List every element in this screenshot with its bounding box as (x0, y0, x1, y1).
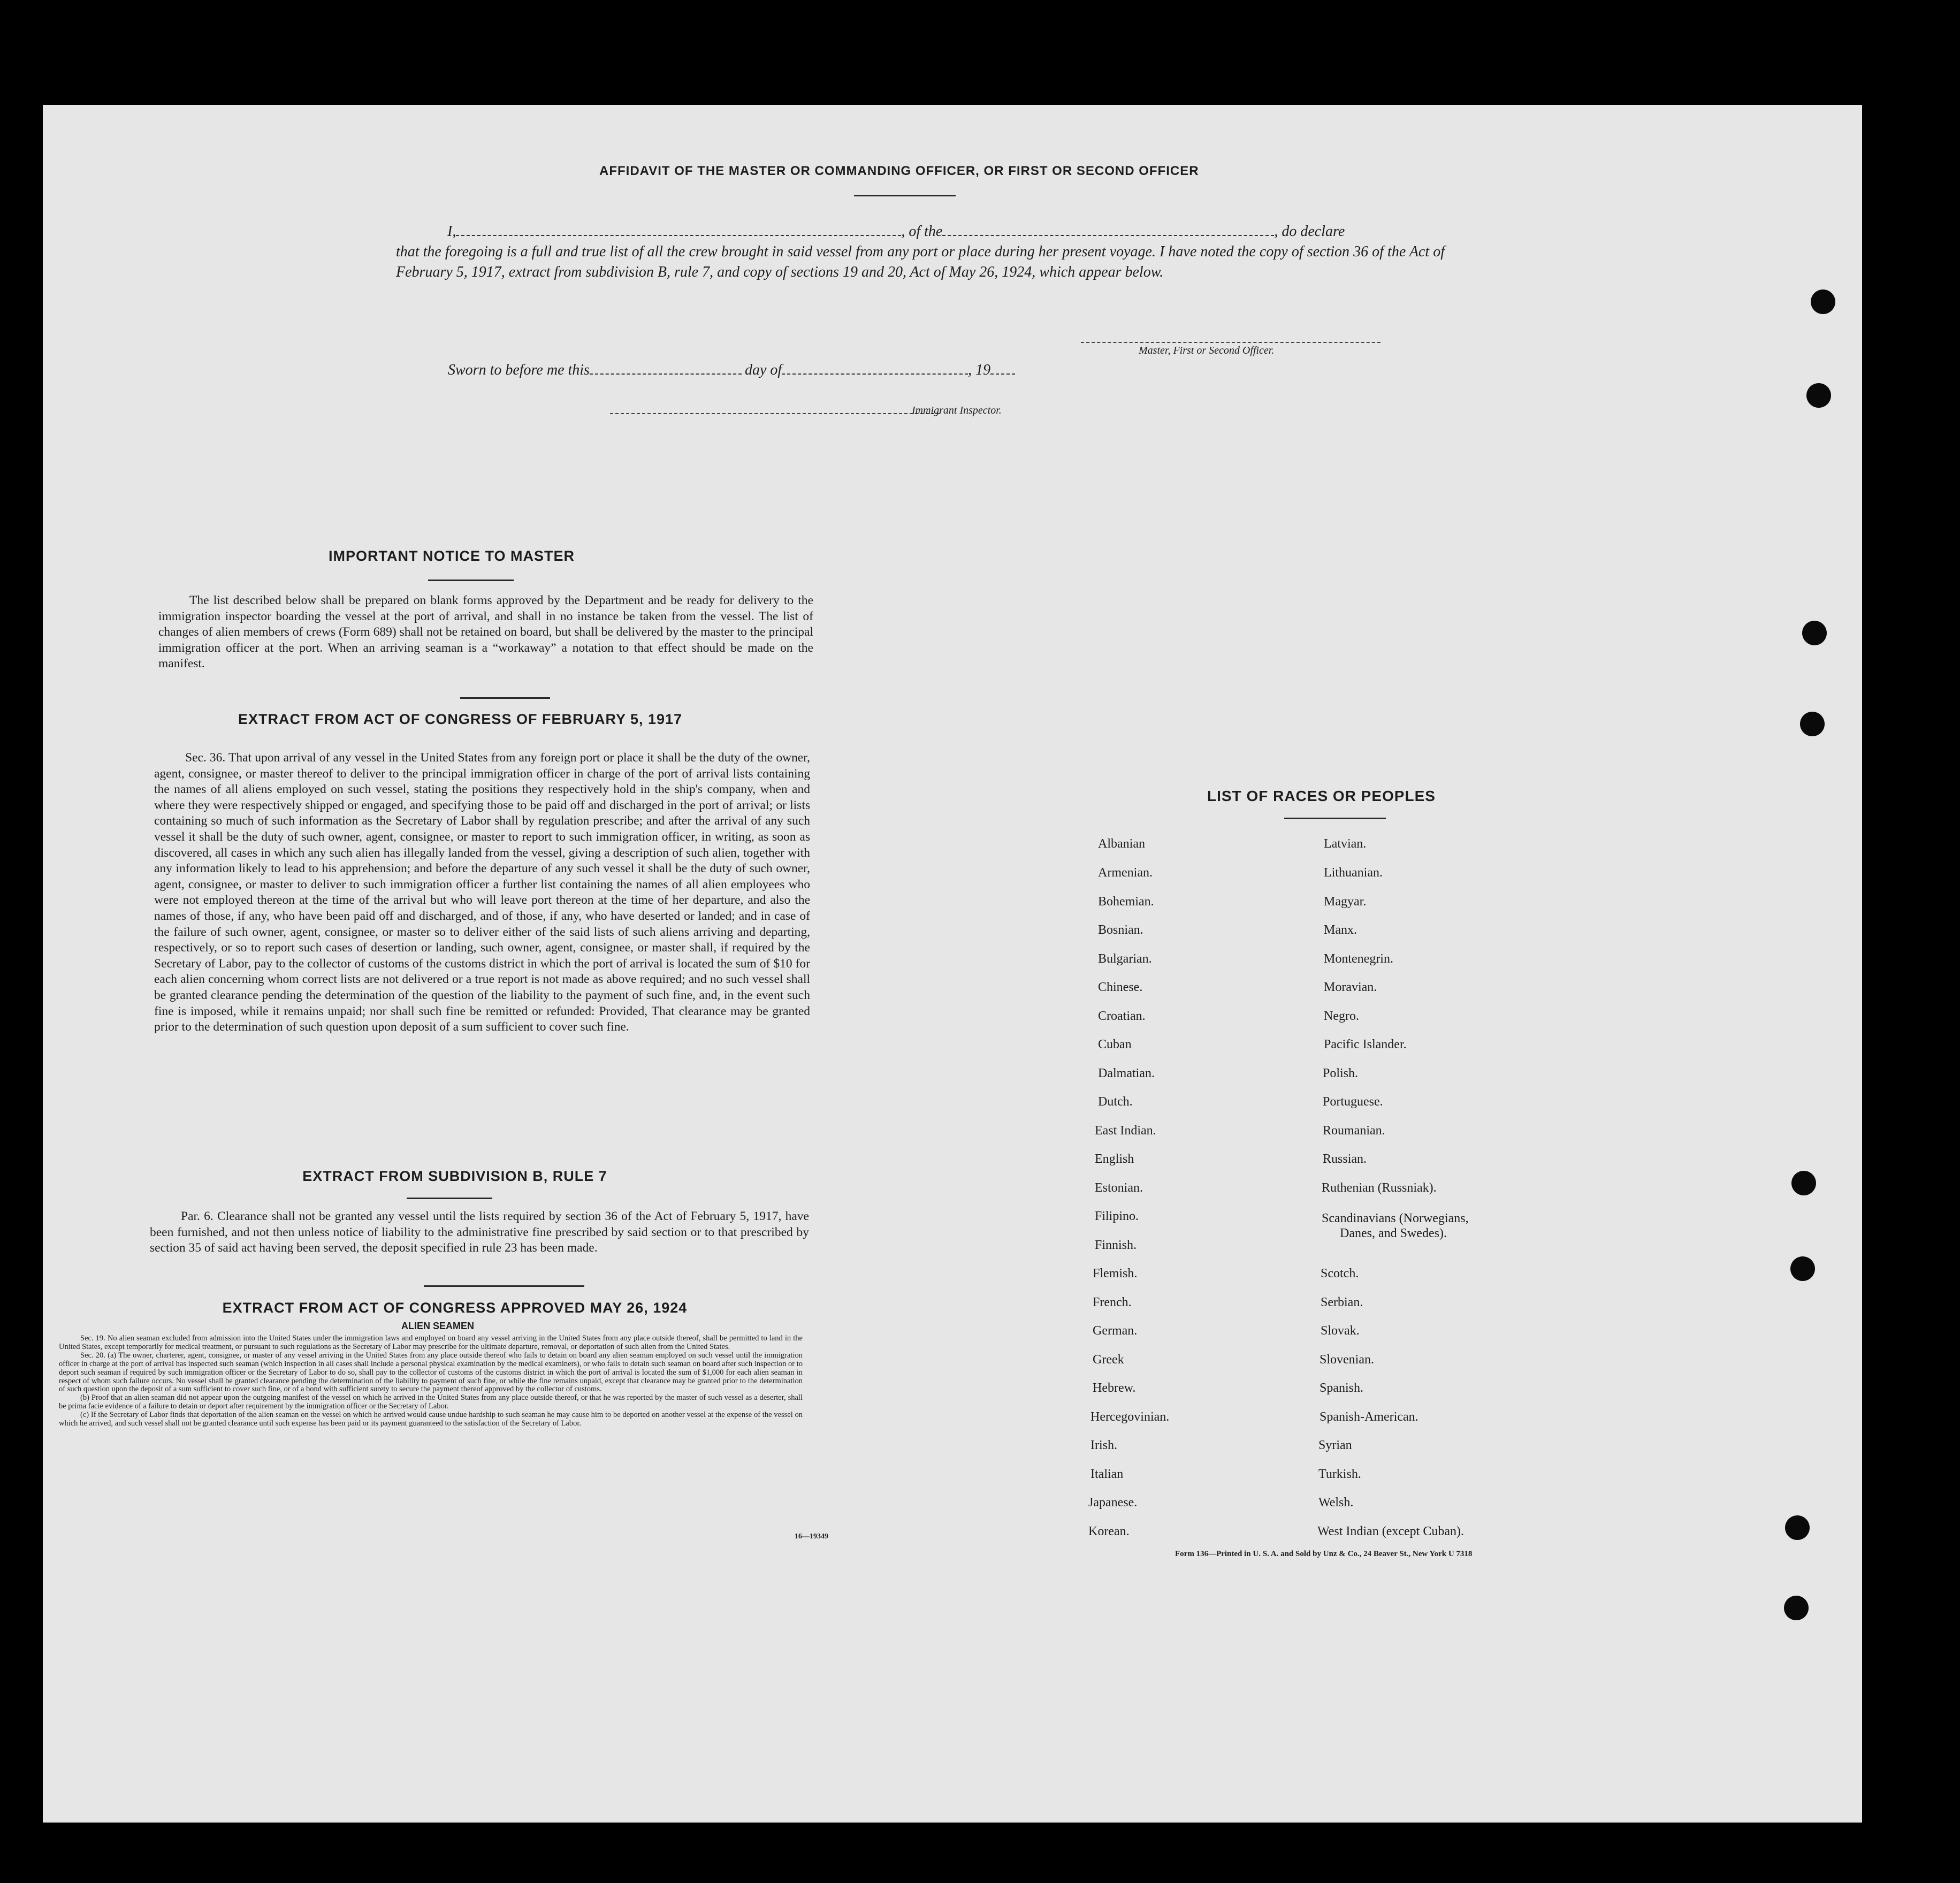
race-item: Spanish. (1320, 1381, 1364, 1395)
race-item: Pacific Islander. (1324, 1038, 1407, 1051)
section-20a: Sec. 20. (a) The owner, charterer, agent, consignee, or master of any vessel arriving in the United States from any place outside thereof who fails to detain on board any alien seaman employed on such vessel until the immigration officer in charge at the port of arrival has inspected such seaman (which inspection in all cases shall include a personal physical examination by the medical examiners), or who fails to detain such seaman on board after such inspection or to deport such seaman if required by such immigration officer or the Secretary of Labor to do so, shall pay to the collector of customs of the customs district in which the port of arrival is located the sum of $1,000 for each alien seaman in respect of whom such failure occurs. No vessel shall be granted clearance pending the determination of the liability to payment of such fine, or while the fine remains unpaid, except that clearance may be granted prior to the determination of such question upon the deposit of a sum sufficient to cover such fine, or of a bond with sufficient surety to secure the payment thereof approved by the collector of customs. (59, 1351, 803, 1394)
sworn-text: Sworn to before me this (448, 362, 590, 378)
punch-hole (1800, 712, 1825, 736)
affidavit-body: that the foregoing is a full and true list of all the crew brought in said vessel from any port or place during her present voyage. I have noted the copy of section 36 of the Act of February 5, 1917, extract from subdivision B, rule 7, and copy of sections 19 and 20, Act of May 26, 1924, which appear below. (396, 243, 1445, 280)
punch-hole (1784, 1596, 1809, 1620)
races-title: LIST OF RACES OR PEOPLES (1207, 788, 1436, 804)
notice-title: IMPORTANT NOTICE TO MASTER (329, 548, 575, 564)
sworn-line (448, 362, 1015, 379)
race-item: Latvian. (1324, 837, 1367, 851)
punch-hole (1790, 1256, 1815, 1281)
divider (428, 580, 514, 581)
race-item: Negro. (1324, 1009, 1359, 1023)
inspector-signature-line (610, 413, 940, 414)
race-item: Danes, and Swedes). (1340, 1226, 1447, 1240)
race-item: Scandinavians (Norwegians, (1322, 1211, 1469, 1225)
form-footer: Form 136—Printed in U. S. A. and Sold by Unz & Co., 24 Beaver St., New York U 7318 (1175, 1550, 1473, 1558)
race-item: Scotch. (1321, 1267, 1359, 1280)
vessel-blank (942, 224, 1274, 236)
race-item: Polish. (1323, 1066, 1359, 1080)
race-item: Greek (1093, 1353, 1124, 1367)
race-item: Hebrew. (1093, 1381, 1136, 1395)
divider (460, 697, 550, 699)
race-item: Albanian (1098, 837, 1145, 851)
race-item: Armenian. (1098, 866, 1153, 880)
document-page (43, 105, 1862, 1823)
punch-hole (1785, 1515, 1810, 1540)
race-item: West Indian (except Cuban). (1317, 1524, 1464, 1538)
extract-1924-text (59, 1335, 803, 1428)
year-prefix: , 19 (968, 362, 991, 378)
punch-hole (1791, 1171, 1816, 1195)
affidavit-title: AFFIDAVIT OF THE MASTER OR COMMANDING OFFICER, OR FIRST OR SECOND OFFICER (599, 164, 1199, 178)
extract-1917-title: EXTRACT FROM ACT OF CONGRESS OF FEBRUARY 5, 1917 (238, 711, 683, 727)
divider (424, 1285, 584, 1287)
master-caption: Master, First or Second Officer. (1139, 345, 1275, 356)
race-item: Ruthenian (Russniak). (1322, 1181, 1437, 1195)
punch-hole (1802, 621, 1827, 645)
rule7-text: Par. 6. Clearance shall not be granted any vessel until the lists required by section 36 of the Act of February 5, 1917, have been furnished, and not then unless notice of liability to the administrative fine prescribed by said section or to that prescribed by section 35 of said act having been served, the deposit specified in rule 23 has been made. (150, 1209, 809, 1255)
race-item: Italian (1090, 1467, 1124, 1481)
form-number: 16—19349 (795, 1533, 828, 1541)
inspector-caption: Immigrant Inspector. (912, 405, 1002, 416)
race-item: Bohemian. (1098, 895, 1154, 909)
race-item: Hercegovinian. (1090, 1410, 1170, 1424)
day-of: day of (744, 362, 782, 378)
race-item: Roumanian. (1323, 1124, 1385, 1138)
month-blank (782, 363, 968, 375)
alien-seamen-subtitle: ALIEN SEAMEN (401, 1321, 475, 1331)
name-blank (456, 224, 901, 236)
race-item: Korean. (1088, 1524, 1130, 1538)
extract-1924-title: EXTRACT FROM ACT OF CONGRESS APPROVED MAY 26, 1924 (222, 1300, 688, 1316)
race-item: Russian. (1323, 1152, 1367, 1166)
race-item: Croatian. (1098, 1009, 1146, 1023)
race-item: Spanish-American. (1320, 1410, 1418, 1424)
race-item: Magyar. (1324, 895, 1367, 909)
race-item: English (1095, 1152, 1134, 1166)
race-item: Montenegrin. (1324, 952, 1393, 966)
day-blank (590, 363, 742, 375)
race-item: Estonian. (1095, 1181, 1143, 1195)
race-item: Manx. (1324, 923, 1357, 937)
divider (854, 195, 956, 196)
punch-hole (1806, 383, 1831, 408)
punch-hole (1811, 289, 1835, 314)
race-item: German. (1093, 1324, 1138, 1338)
race-item: Flemish. (1093, 1267, 1138, 1280)
extract-1917-text: Sec. 36. That upon arrival of any vessel in the United States from any foreign port or place it shall be the duty of the owner, agent, consignee, or master thereof to deliver to the principal immigration officer in charge of the port of arrival lists containing the names of all aliens employed on such vessel, stating the positions they respectively hold in the ship's company, when and where they were respectively shipped or engaged, and specifying those to be paid off and discharged in the port of arrival; or lists containing so much of such information as the Secretary of Labor shall by regulation prescribe; and after the arrival of any such vessel it shall be the duty of such owner, agent, consignee, or master to report to such immigration officer, in writing, as soon as discovered, all cases in which any such alien has illegally landed from the vessel, giving a description of such alien, together with any information likely to lead to his apprehension; and before the departure of any such vessel it shall be the duty of such owner, agent, consignee, or master to deliver to such immigration officer a further list containing the names of all alien employees who were not employed thereon at the time of the arrival but who will leave port thereon at the time of her departure, and also the names of those, if any, who have been paid off and discharged, and of those, if any, who have deserted or landed; and in case of the failure of such owner, agent, consignee, or master so to deliver either of the said lists of such aliens arriving and departing, respectively, or so to report such cases of desertion or landing, such owner, agent, consignee, or master shall, if required by the Secretary of Labor, pay to the collector of customs of the customs district in which the port of arrival is located the sum of $10 for each alien concerning whom correct lists are not delivered or a true report is not made as above required; and no such vessel shall be granted clearance pending the determination of the question of the liability to the payment of such fine, and, in the event such fine is imposed, while it remains unpaid; nor shall such fine be remitted or refunded: Provided, That clearance may be granted prior to the determination of such question upon deposit of a sum sufficient to cover such fine. (154, 751, 810, 1034)
race-item: Filipino. (1095, 1209, 1139, 1223)
divider (1284, 818, 1386, 819)
race-item: Dutch. (1098, 1095, 1133, 1109)
race-item: East Indian. (1095, 1124, 1156, 1138)
race-item: Moravian. (1324, 980, 1377, 994)
rule7-title: EXTRACT FROM SUBDIVISION B, RULE 7 (302, 1168, 607, 1184)
affidavit-i: I, (447, 223, 456, 240)
race-item: Bosnian. (1098, 923, 1143, 937)
affidavit-text (396, 222, 1445, 283)
affidavit-do-declare: , do declare (1274, 223, 1345, 240)
race-item: Slovak. (1321, 1324, 1360, 1338)
divider (407, 1198, 492, 1199)
race-item: Lithuanian. (1324, 866, 1383, 880)
section-20c: (c) If the Secretary of Labor finds that deportation of the alien seaman on the vessel on which he arrived would cause undue hardship to such seaman he may cause him to be deported on another vessel at the expense of the vessel on which he arrived, and such vessel shall not be granted clearance until such expense has been paid or its payment guaranteed to the satisfaction of the Secretary of Labor. (59, 1411, 803, 1428)
section-19: Sec. 19. No alien seaman excluded from admission into the United States under the immigration laws and employed on board any vessel arriving in the United States from any place outside thereof, shall be permitted to land in the United States, except temporarily for medical treatment, or pursuant to such regulations as the Secretary of Labor may prescribe for the ultimate departure, removal, or deportation of such alien from the United States. (59, 1334, 803, 1351)
race-item: Syrian (1318, 1438, 1352, 1452)
notice-text: The list described below shall be prepared on blank forms approved by the Department and be ready for delivery to the immigration inspector boarding the vessel at the port of arrival, and shall in no instance be taken from the vessel. The list of changes of alien members of crews (Form 689) shall not be retained on board, but shall be delivered by the master to the principal immigration officer at the port. When an arriving seaman is a “workaway” a notation to that effect should be made on the manifest. (158, 593, 813, 671)
race-item: Dalmatian. (1098, 1066, 1155, 1080)
race-item: Chinese. (1098, 980, 1143, 994)
section-20b: (b) Proof that an alien seaman did not appear upon the outgoing manifest of the vessel on which he arrived in the United States from any place outside thereof, or that he was reported by the master of such vessel as a deserter, shall be prima facie evidence of a failure to detain or deport after requirement by the immigration officer or the Secretary of Labor. (59, 1393, 803, 1411)
race-item: Turkish. (1318, 1467, 1361, 1481)
year-blank (990, 363, 1015, 375)
race-item: Slovenian. (1320, 1353, 1374, 1367)
race-item: Finnish. (1095, 1238, 1137, 1252)
race-item: Bulgarian. (1098, 952, 1152, 966)
race-item: Irish. (1090, 1438, 1117, 1452)
race-item: Cuban (1098, 1038, 1132, 1051)
race-item: Welsh. (1318, 1496, 1354, 1510)
race-item: Serbian. (1321, 1295, 1363, 1309)
race-item: Portuguese. (1323, 1095, 1383, 1109)
race-item: Japanese. (1088, 1496, 1138, 1510)
affidavit-of-the: , of the (901, 223, 943, 240)
master-signature-line (1081, 342, 1381, 343)
race-item: French. (1093, 1295, 1132, 1309)
